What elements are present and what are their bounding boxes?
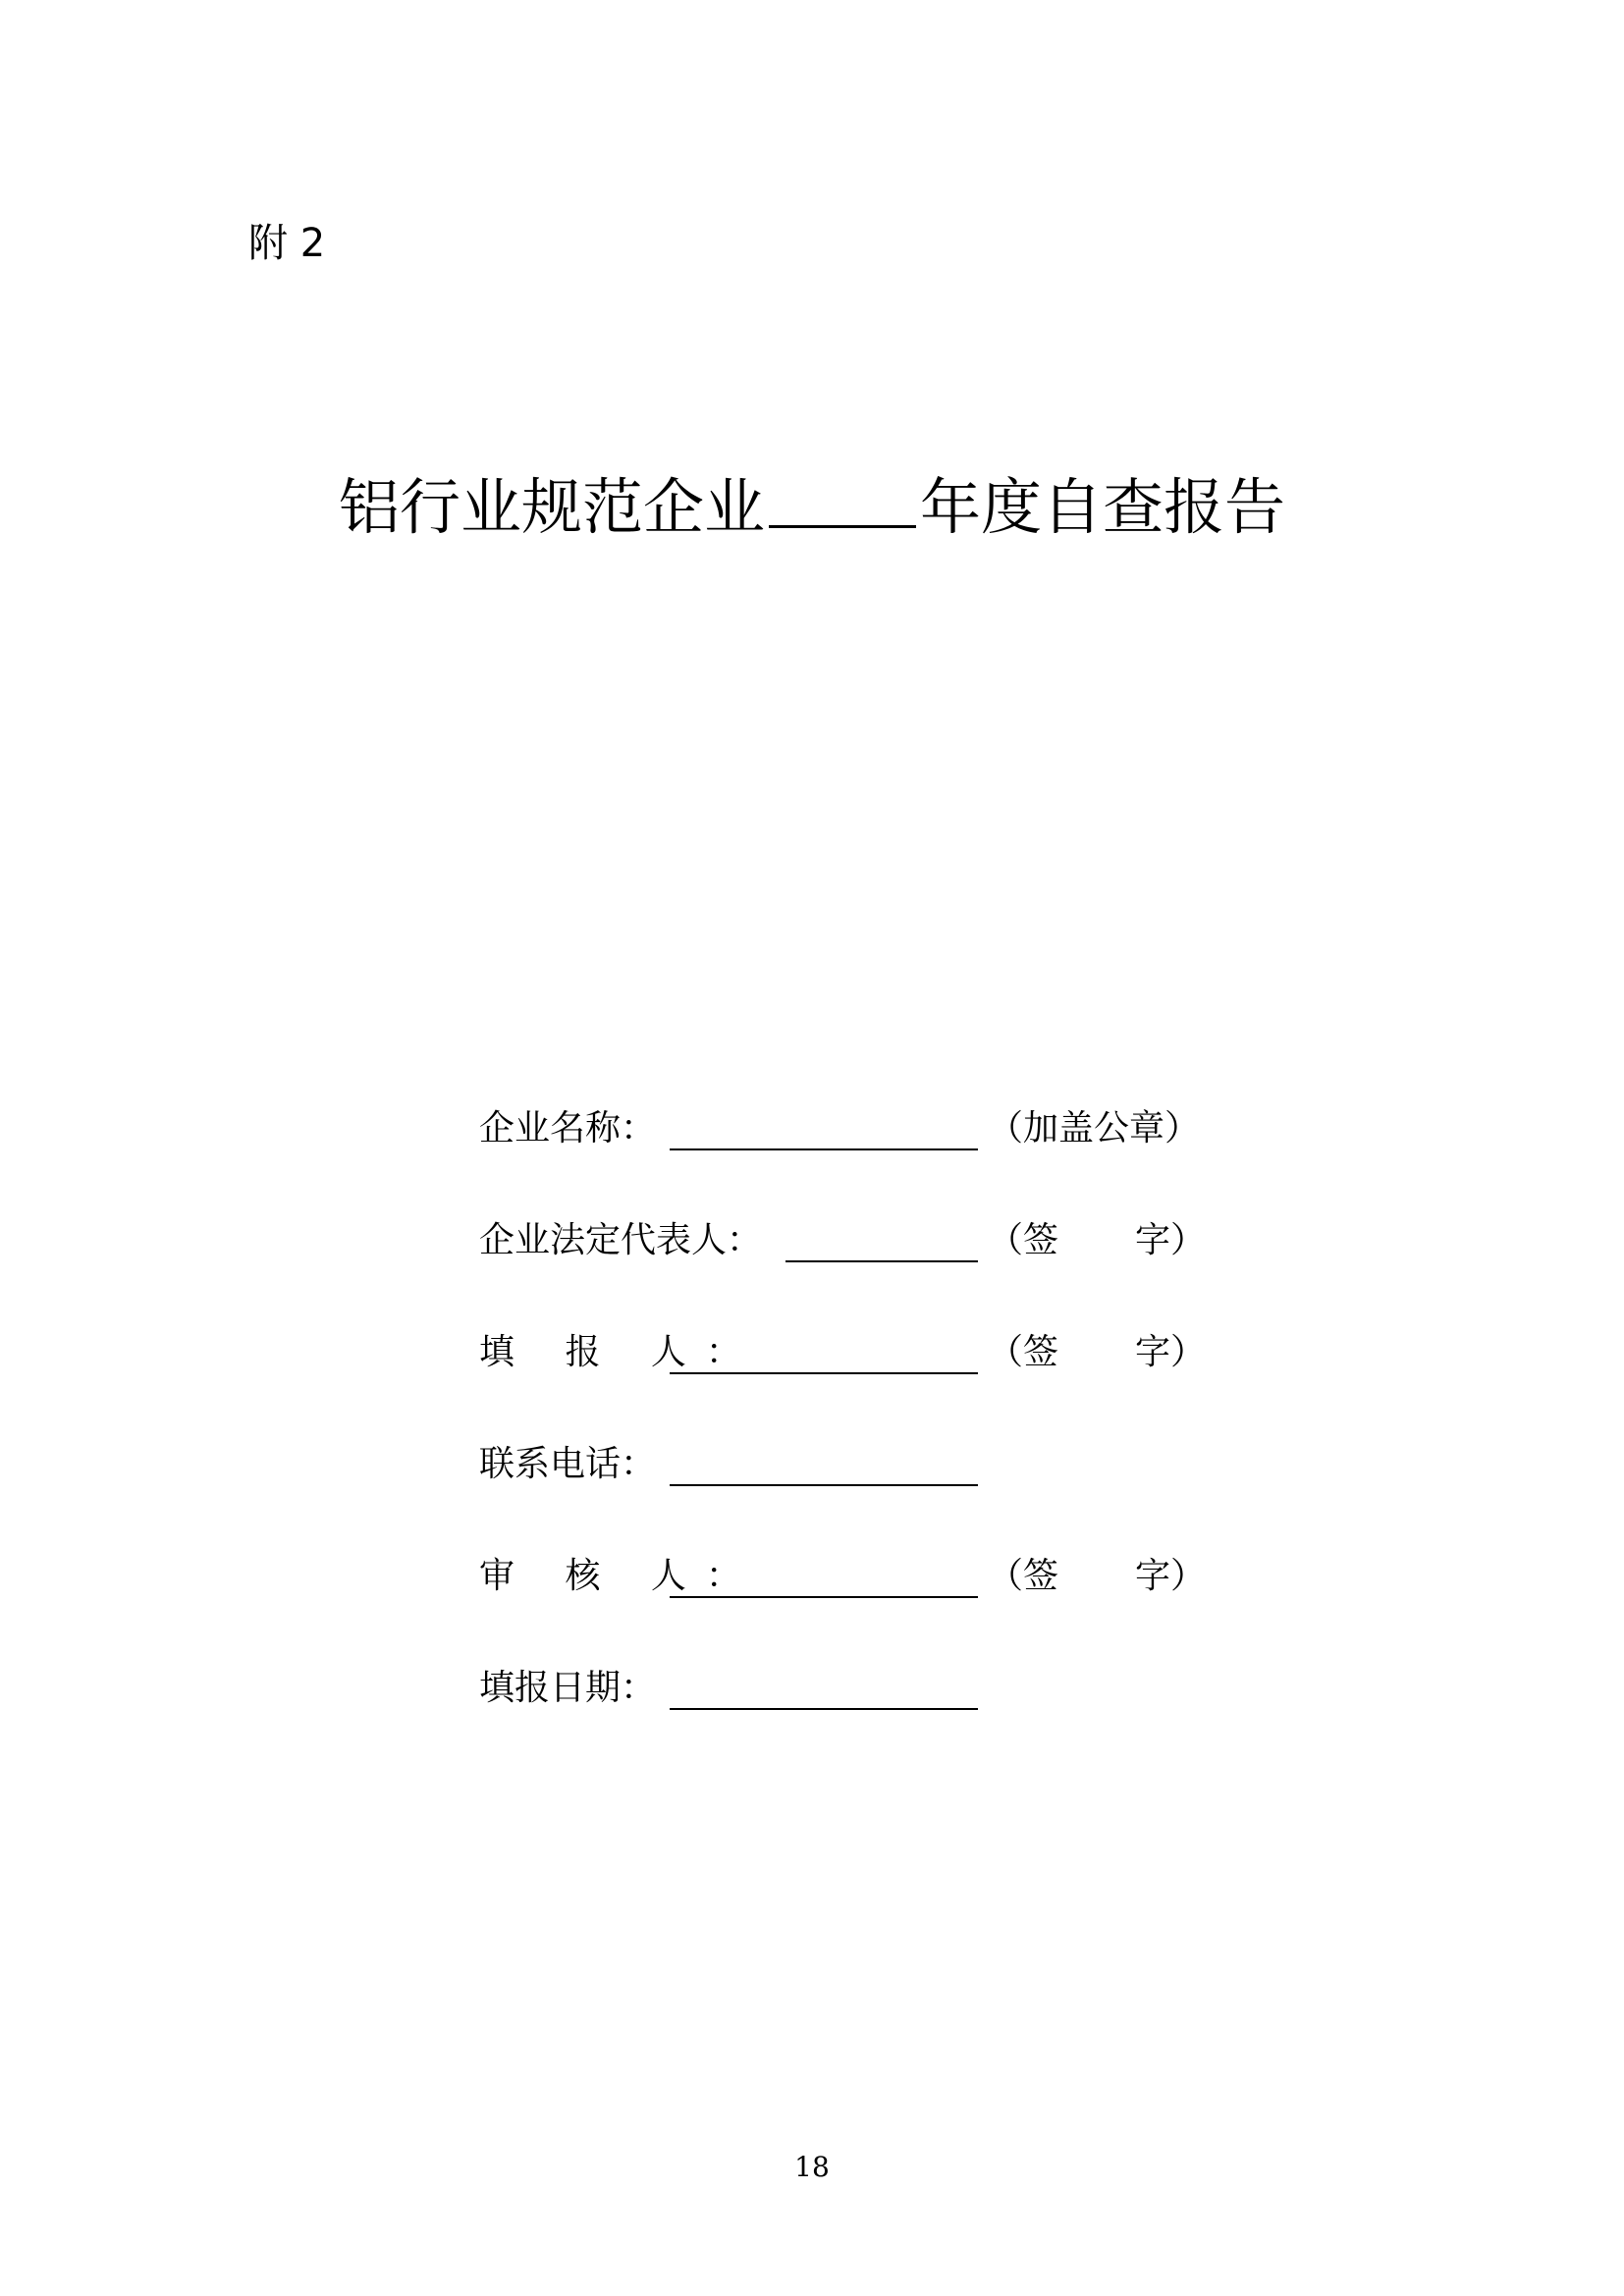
phone-field[interactable] — [670, 1484, 978, 1486]
title-year-blank[interactable] — [769, 466, 916, 528]
company-seal-note: （加盖公章） — [988, 1108, 1201, 1148]
sign-note-close: 字） — [1135, 1556, 1207, 1596]
sign-note-close: 字） — [1135, 1220, 1207, 1260]
sign-note-close: 字） — [1135, 1332, 1207, 1372]
company-name-label: 企业名称： — [479, 1108, 657, 1148]
signature-form — [479, 1099, 1461, 1771]
document-title — [0, 463, 1624, 552]
filler-sign-note — [988, 1323, 1206, 1382]
legal-rep-sign-note — [988, 1211, 1206, 1270]
row-fill-date — [479, 1659, 1461, 1771]
sign-note-open: （签 — [988, 1556, 1059, 1596]
filler-field[interactable] — [670, 1372, 978, 1374]
title-suffix: 年度自查报告 — [920, 471, 1286, 543]
page-number: 18 — [794, 2151, 830, 2183]
row-company-name — [479, 1099, 1461, 1211]
reviewer-sign-note — [988, 1547, 1206, 1606]
phone-label: 联系电话： — [479, 1444, 657, 1484]
fill-date-field[interactable] — [670, 1708, 978, 1710]
title-prefix: 铝行业规范企业 — [338, 471, 765, 543]
attachment-label: 附 2 — [248, 221, 326, 266]
reviewer-field[interactable] — [670, 1596, 978, 1598]
legal-rep-label: 企业法定代表人： — [479, 1220, 763, 1260]
row-legal-representative — [479, 1211, 1461, 1323]
company-name-field[interactable] — [670, 1148, 978, 1150]
legal-rep-field[interactable] — [785, 1260, 978, 1262]
row-reviewer — [479, 1547, 1461, 1659]
sign-note-open: （签 — [988, 1332, 1059, 1372]
sign-note-open: （签 — [988, 1220, 1059, 1260]
row-phone — [479, 1435, 1461, 1547]
row-filler — [479, 1323, 1461, 1435]
fill-date-label: 填报日期： — [479, 1668, 657, 1708]
reviewer-label: 审 核 人： — [479, 1556, 761, 1596]
filler-label: 填 报 人： — [479, 1332, 761, 1372]
